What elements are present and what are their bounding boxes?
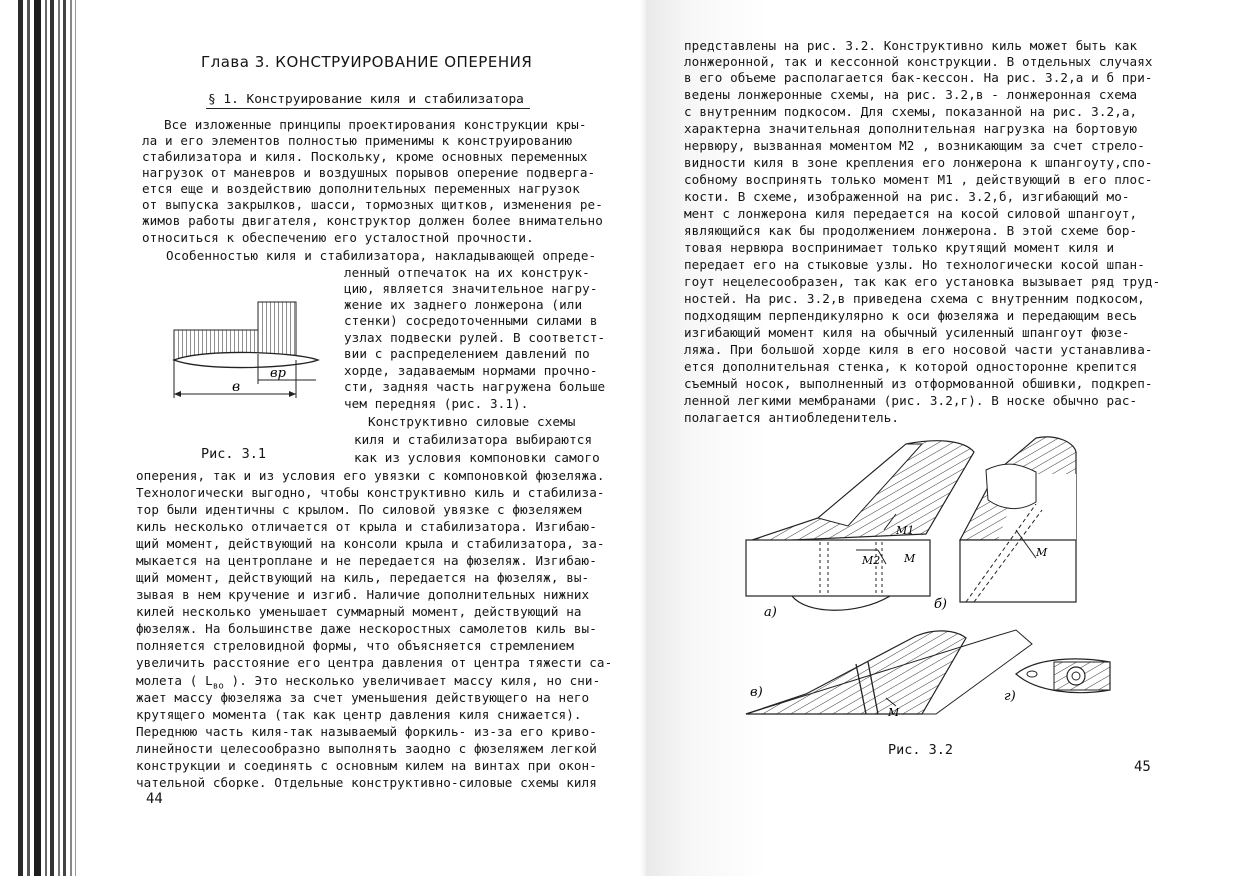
text-line: относиться к обеспечению его усталостной прочности. <box>142 230 534 245</box>
text-line: нервюру, вызванная моментом M2 , возникающим за счет стрело- <box>684 138 1145 153</box>
text-line: ведены лонжеронные схемы, на рис. 3.2,в - лонжеронная схема <box>684 87 1138 102</box>
text-line: увеличить расстояние его центра давления от центра тяжести са- <box>136 655 613 670</box>
section-title: § 1. Конструирование киля и стабилизатора <box>208 92 524 107</box>
right-page <box>646 0 1245 876</box>
text-line: подходящим перпендикулярно к оси фюзеляжа и передающим весь <box>684 308 1138 323</box>
chapter-title: Глава 3. КОНСТРУИРОВАНИЕ ОПЕРЕНИЯ <box>201 53 533 71</box>
figure-3-2-caption: Рис. 3.2 <box>888 742 954 758</box>
text-line: мыкается на центроплане и не передается на фюзеляж. Изгибаю- <box>136 553 597 568</box>
text-line: представлены на рис. 3.2. Конструктивно киль может быть как <box>684 38 1138 53</box>
text-line: стабилизатора и киля. Поскольку, кроме основных переменных <box>142 149 588 164</box>
text-line: киля и стабилизатора выбираются <box>354 432 593 447</box>
text-line: от выпуска закрылков, шасси, тормозных щитков, изменения ре- <box>142 197 603 212</box>
text-line: чем передняя (рис. 3.1). <box>344 396 529 411</box>
text-line: киль несколько отличается от крыла и стабилизатора. Изгибаю- <box>136 519 597 534</box>
text-line: являющийся как бы продолжением лонжерона. В этой схеме бор- <box>684 223 1138 238</box>
text-line: зывая в нем кручение и изгиб. Наличие дополнительных нижних <box>136 587 590 602</box>
text-line: ется еще и воздействию дополнительных переменных нагрузок <box>142 181 580 196</box>
text-line: цию, является значительное нагру- <box>344 281 598 296</box>
text-line: Все изложенные принципы проектирования конструкции кры- <box>164 117 587 132</box>
text-line: ленный отпечаток на их конструк- <box>344 265 590 280</box>
text-line: вии с распределением давлений по <box>344 346 590 361</box>
figure-3-1-caption: Рис. 3.1 <box>201 446 267 462</box>
text-line: с внутренним подкосом. Для схемы, показанной на рис. 3.2,а, <box>684 104 1138 119</box>
moment-label: M <box>1036 546 1048 559</box>
text-line: жает массу фюзеляжа за счет уменьшения действующего на него <box>136 690 590 705</box>
m2-label: M2 <box>862 554 881 567</box>
page-number-left: 44 <box>146 791 163 807</box>
text-line: видности киля в зоне крепления его лонжерона к шпангоуту,спо- <box>684 155 1153 170</box>
text-line: товая нервюра воспринимает только крутящий момент киля и <box>684 240 1115 255</box>
text-line: Особенностью киля и стабилизатора, накладывающей опреде- <box>166 248 597 263</box>
text-line: тор были идентичны с крылом. По силовой увязке с фюзеляжем <box>136 502 582 517</box>
text-line: стенки) сосредоточенными силами в <box>344 313 598 328</box>
text-line: съемный носок, выполненный из отформованной обшивки, подкреп- <box>684 376 1153 391</box>
m1-label: M1 <box>896 524 915 537</box>
text-line: характерна значительная дополнительная нагрузка на бортовую <box>684 121 1138 136</box>
section-underline <box>206 108 530 109</box>
moment-label: M <box>904 552 916 565</box>
moment-label: M <box>888 706 900 719</box>
subfigure-v-label: в) <box>750 685 763 700</box>
text-line: полняется стреловидной формы, что объясняется стремлением <box>136 638 574 653</box>
chord-label: в <box>232 379 241 395</box>
figure-3-2 <box>736 430 1196 730</box>
text-line: гоут нецелесообразен, так как его установка вызывает ряд труд- <box>684 274 1161 289</box>
text-line: ляжа. При большой хорде киля в его носовой части устанавлива- <box>684 342 1153 357</box>
text-line: конструкции и соединять с основным килем на винтах при окон- <box>136 758 597 773</box>
text-line: передает его на стыковые узлы. Но технологически косой шпан- <box>684 257 1145 272</box>
text-line: ла и его элементов полностью применимы к конструированию <box>142 133 573 148</box>
text-line: фюзеляж. На большинстве даже нескоростных самолетов киль вы- <box>136 621 597 636</box>
text-line: ленной легкими мембранами (рис. 3.2,г). В носке обычно рас- <box>684 393 1138 408</box>
text-line: лонжеронной, так и кессонной конструкции. В отдельных случаях <box>684 54 1153 69</box>
figure-3-1 <box>166 296 336 408</box>
text-line: Конструктивно силовые схемы <box>368 414 576 429</box>
figure-3-2-v <box>746 630 1032 719</box>
page-number-right: 45 <box>1134 759 1151 775</box>
subfigure-b-label: б) <box>934 597 948 612</box>
text-line: щий момент, действующий на киль, передается на фюзеляж, вы- <box>136 570 590 585</box>
text-line: как из условия компоновки самого <box>354 450 600 465</box>
text-line: полагается антиобледенитель. <box>684 410 900 425</box>
text-line: крутящего момента (так как центр давления киля снижается). <box>136 707 582 722</box>
subfigure-g-label: г) <box>1004 689 1016 704</box>
figure-3-2-a <box>746 441 974 620</box>
text-line: оперения, так и из условия его увязки с компоновкой фюзеляжа. <box>136 468 605 483</box>
text-fragment: молета ( L <box>136 673 213 688</box>
book-spine <box>0 0 86 876</box>
text-line: собному воспринять только момент M1 , действующий в его плос- <box>684 172 1153 187</box>
left-page <box>86 0 646 876</box>
text-line: линейности целесообразно выполнять заодно с фюзеляжем легкой <box>136 741 597 756</box>
text-line: чательной сборке. Отдельные конструктивно-силовые схемы киля <box>136 775 597 790</box>
text-line: щий момент, действующий на консоли крыла и стабилизатора, за- <box>136 536 605 551</box>
text-line: узлах подвески рулей. В соответст- <box>344 330 606 345</box>
text-line: килей несколько уменьшает суммарный момент, действующий на <box>136 604 582 619</box>
text-line: жение их заднего лонжерона (или <box>344 297 583 312</box>
subscript: вo <box>212 681 224 692</box>
text-line: Переднюю часть киля-так называемый форкиль- из-за его криво- <box>136 724 597 739</box>
figure-3-2-g <box>1004 659 1110 704</box>
subfigure-a-label: а) <box>764 605 777 620</box>
text-line: ностей. На рис. 3.2,в приведена схема с внутренним подкосом, <box>684 291 1145 306</box>
text-line: Технологически выгодно, чтобы конструктивно киль и стабилиза- <box>136 485 605 500</box>
text-line: мент с лонжерона киля передается на косой силовой шпангоут, <box>684 206 1138 221</box>
text-line: изгибающий момент киля на обычный усиленный шпангоут фюзе- <box>684 325 1130 340</box>
text-line: кости. В схеме, изображенной на рис. 3.2,б, изгибающий мо- <box>684 189 1130 204</box>
text-line: сти, задняя часть нагружена больше <box>344 379 606 394</box>
text-line: хорде, задаваемым нормами прочно- <box>344 363 598 378</box>
rear-chord-label: вр <box>270 366 286 381</box>
text-line: нагрузок от маневров и воздушных порывов оперение подверга- <box>142 165 596 180</box>
text-line: в его объеме располагается бак-кессон. На рис. 3.2,а и б при- <box>684 70 1153 85</box>
text-line: жимов работы двигателя, конструктор должен более внимательно <box>142 213 603 228</box>
text-line: ется дополнительная стенка, к которой односторонне крепится <box>684 359 1138 374</box>
text-fragment: ). Это несколько увеличивает массу киля, но сни- <box>223 673 601 688</box>
